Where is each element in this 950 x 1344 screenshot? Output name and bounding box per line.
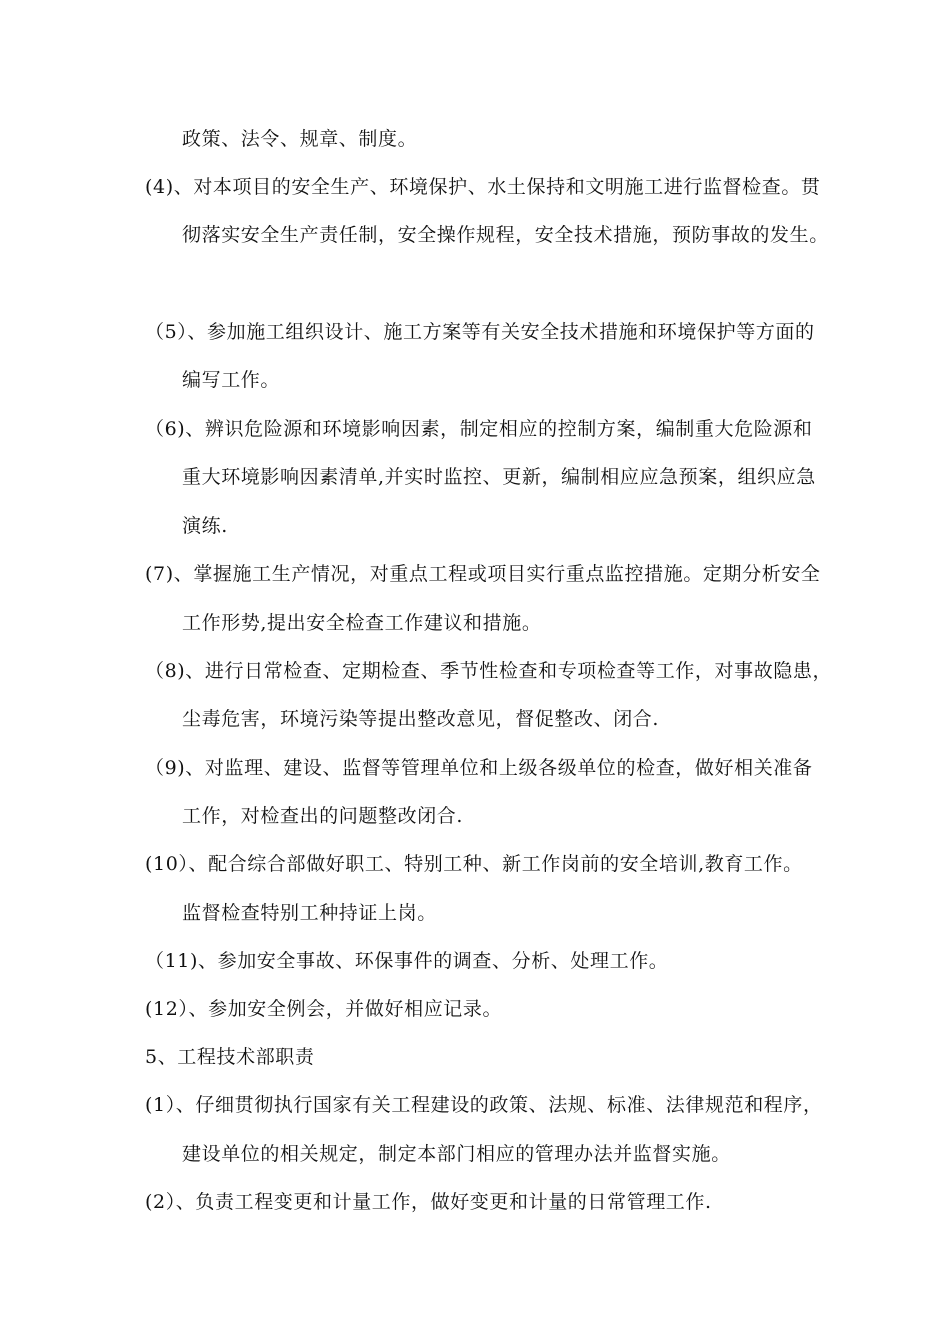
paragraph-line: (7)、掌握施工生产情况，对重点工程或项目实行重点监控措施。定期分析安全 [145, 563, 821, 585]
paragraph-line: (1）、仔细贯彻执行国家有关工程建设的政策、法规、标准、法律规范和程序， [145, 1094, 823, 1116]
paragraph-line: 建设单位的相关规定，制定本部门相应的管理办法并监督实施。 [182, 1143, 731, 1165]
paragraph-line: 工作形势,提出安全检查工作建议和措施。 [182, 612, 542, 634]
paragraph-line: （9)、对监理、建设、监督等管理单位和上级各级单位的检查，做好相关准备 [145, 757, 813, 779]
paragraph-line: (10）、配合综合部做好职工、特别工种、新工作岗前的安全培训,教育工作。 [145, 853, 803, 875]
paragraph-line: (12）、参加安全例会，并做好相应记录。 [145, 998, 503, 1020]
section-heading: 5、工程技术部职责 [145, 1046, 315, 1068]
paragraph-line: 编写工作。 [182, 369, 281, 391]
paragraph-line: 工作，对检查出的问题整改闭合. [182, 805, 464, 827]
paragraph-line: (4)、对本项目的安全生产、环境保护、水土保持和文明施工进行监督检查。贯 [145, 176, 821, 198]
paragraph-line: 政策、法令、规章、制度。 [182, 128, 418, 150]
paragraph-line: 演练. [182, 515, 228, 537]
paragraph-line: （8)、进行日常检查、定期检查、季节性检查和专项检查等工作，对事故隐患， [145, 660, 833, 682]
paragraph-line: 监督检查特别工种持证上岗。 [182, 902, 437, 924]
paragraph-line: 彻落实安全生产责任制，安全操作规程，安全技术措施，预防事故的发生。 [182, 224, 829, 246]
paragraph-line: （6)、辨识危险源和环境影响因素，制定相应的控制方案，编制重大危险源和 [145, 418, 813, 440]
paragraph-line: （5）、参加施工组织设计、施工方案等有关安全技术措施和环境保护等方面的 [145, 321, 815, 343]
paragraph-line: (2）、负责工程变更和计量工作，做好变更和计量的日常管理工作. [145, 1191, 712, 1213]
paragraph-line: （11)、参加安全事故、环保事件的调查、分析、处理工作。 [145, 950, 669, 972]
paragraph-line: 重大环境影响因素清单,并实时监控、更新，编制相应应急预案，组织应急 [182, 466, 816, 488]
paragraph-line: 尘毒危害，环境污染等提出整改意见，督促整改、闭合. [182, 708, 660, 730]
